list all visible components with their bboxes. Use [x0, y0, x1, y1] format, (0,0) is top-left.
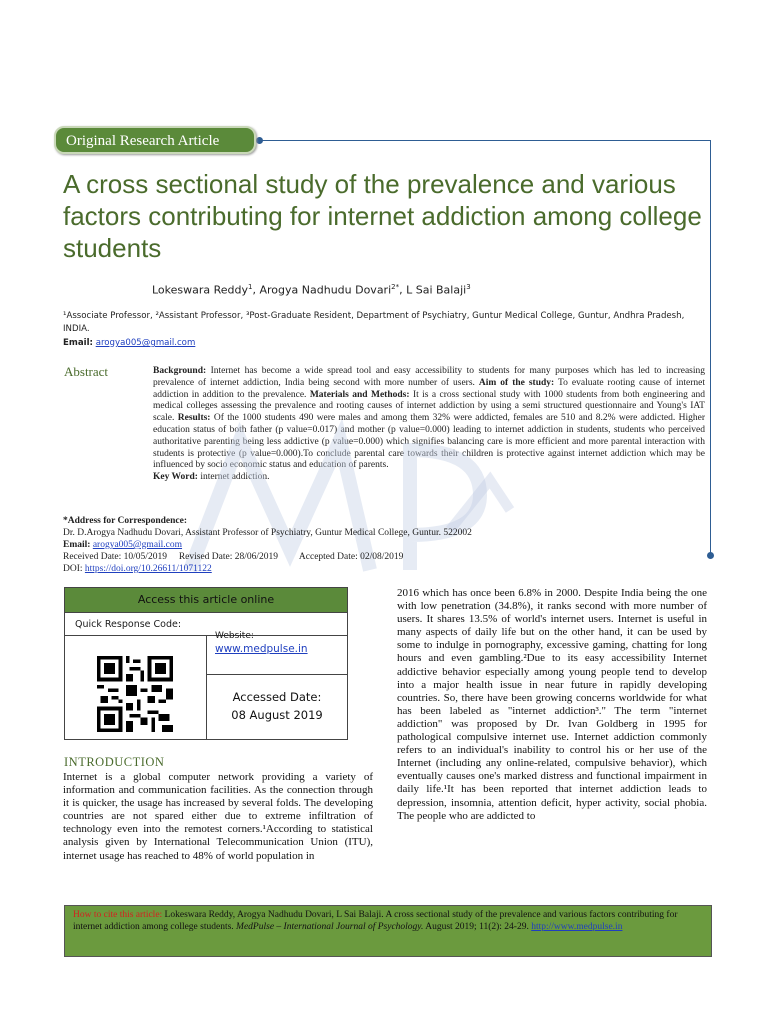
- qr-code-icon[interactable]: [93, 656, 177, 732]
- author-list: Lokeswara Reddy$^1$, Arogya Nadhudu Dovari$^{2*}$, L Sai Balaji$^3$: [152, 283, 471, 297]
- author-name: L Sai Balaji: [406, 283, 467, 297]
- author-sup: 3: [466, 283, 471, 291]
- website-link[interactable]: www.medpulse.in: [215, 643, 308, 655]
- introduction-text-right: 2016 which has once been 6.8% in 2000. Despite India being the one with low penetration (34.8%), it ranks second with more number of users. It shares 13.5% of world's internet users. Internet is useful in many aspects of daily life but on the other hand, it can be used by some to indulge in pornography, excessive gaming, chatting for long hours and even gambling.²Due to its easy accessibility Internet addictive behavior especially among young people tend to develop into a major health issue in near future in rapidly developing countries. So, there have been growing concerns worldwide for what has been labeled as "internet addiction³." The term "internet addiction" was proposed by Dr. Ivan Goldberg in 1995 for pathological compulsive internet use. Internet addiction commonly refers to an individual's inability to control his or her use of the Internet (including any online-related, compulsive behavior), which eventually causes one's marked distress and functional impairment in daily life.¹It has been reported that internet addiction leads to depression, insomnia, attention deficit, hyper activity, social phobia. The people who are addicted to: [397, 587, 707, 822]
- qr-label: Quick Response Code:: [65, 612, 347, 636]
- received-date: Received Date: 10/05/2019: [63, 552, 167, 562]
- divider: [206, 674, 347, 675]
- introduction-text-left: Internet is a global computer network providing a variety of information and communication facilities. As the connection through it is quicker, the usage has increased by several folds. The developing countries are not spared either due to extreme infiltration of technology even into the remotest corners.¹According to statistical analysis given by International Telecommunication Union (ITU), internet usage has reached to 48% of world population in: [63, 771, 373, 862]
- correspondence-email-link[interactable]: arogya005@gmail.com: [92, 540, 183, 550]
- accessed-date: 08 August 2019: [231, 708, 323, 722]
- abstract-label: Background:: [153, 366, 207, 376]
- website-label: Website:: [215, 631, 254, 641]
- abstract-text: To evaluate rooting cause of internet addiction in addition to the prevalence.: [153, 377, 705, 400]
- correspondence-block: [63, 515, 663, 575]
- introduction-heading: INTRODUCTION: [64, 755, 165, 769]
- author-sup: 2*: [391, 283, 400, 291]
- article-title: A cross sectional study of the prevalence and various factors contributing for internet addiction among college students: [63, 169, 702, 263]
- abstract-label: Results:: [177, 413, 211, 424]
- abstract-label: Aim of the study:: [478, 377, 555, 388]
- revised-date: Revised Date: 28/06/2019: [178, 552, 279, 562]
- frame-dot: [256, 137, 263, 144]
- email-link[interactable]: arogya005@gmail.com: [95, 338, 196, 348]
- author-name: Arogya Nadhudu Dovari: [259, 283, 392, 297]
- abstract-heading: Abstract: [64, 364, 109, 379]
- access-online-box: [64, 587, 348, 740]
- email-label: Email:: [63, 338, 93, 348]
- abstract-text: It is a cross sectional study with 1000 students from both engineering and medical colleges assessing the prevalence and rooting causes of internet addiction by using a semi structured questionnaire and Young's IAT scale.: [153, 389, 705, 424]
- correspondence-label: *Address for Correspondence:: [63, 516, 188, 526]
- accessed-date-block: [207, 688, 347, 724]
- correspondence-email-label: Email:: [63, 540, 91, 550]
- author-sup: 1: [248, 283, 253, 291]
- citation-volume: August 2019; 11(2): 24-29.: [425, 921, 529, 932]
- abstract-label: Materials and Methods:: [309, 389, 410, 400]
- doi-link[interactable]: https://doi.org/10.26611/1071122: [84, 564, 212, 574]
- citation-url-link[interactable]: http://www.medpulse.in: [531, 921, 623, 932]
- abstract-text: Internet has become a wide spread tool and easy accessibility to students for many purposes which has led to increasing prevalence of internet addiction, India being second with more number of users.: [153, 366, 706, 388]
- article-type-badge: Original Research Article: [54, 126, 256, 154]
- citation-journal: MedPulse – International Journal of Psychology.: [236, 921, 424, 932]
- abstract-text: Of the 1000 students 490 were males and among them 32% were addicted, females are 510 and 8.2% were addicted. Higher education status of both father (p value=0.017) and mother (p value=0.000) leading to internet addiction in students, students who perceived authoritative parenting being less addictive (p value=0.000) which signifies balancing care is more efficient and more parental interaction with students is protective (p value=0.000).To conclude parental care towards their children is protective against internet addiction which may be influenced by socio economic status and education of parents.: [153, 413, 706, 471]
- doi-label: DOI:: [63, 564, 83, 574]
- abstract-label: Key Word:: [153, 472, 198, 483]
- affiliations: ¹Associate Professor, ²Assistant Professor, ³Post-Graduate Resident, Department of Psychiatry, Guntur Medical College, Guntur, Andhra Pradesh, INDIA.: [63, 311, 685, 334]
- abstract-text: internet addiction.: [200, 472, 270, 483]
- frame-dot-end: [707, 552, 714, 559]
- frame-line-top: [258, 140, 710, 141]
- citation-label: How to cite this article:: [73, 910, 163, 920]
- author-name: Lokeswara Reddy: [152, 283, 249, 297]
- accessed-label: Accessed Date:: [232, 690, 322, 704]
- accepted-date: Accepted Date: 02/08/2019: [298, 552, 404, 562]
- email-line: [63, 338, 195, 348]
- citation-text: Lokeswara Reddy, Arogya Nadhudu Dovari, L Sai Balaji. A cross sectional study of the prevalence and various factors contributing for internet addiction among college students.: [73, 910, 678, 932]
- citation-box: [64, 905, 712, 957]
- correspondence-address: Dr. D.Arogya Nadhudu Dovari, Assistant Professor of Psychiatry, Guntur Medical College, Guntur. 522002: [63, 528, 472, 538]
- access-heading: Access this article online: [65, 588, 347, 612]
